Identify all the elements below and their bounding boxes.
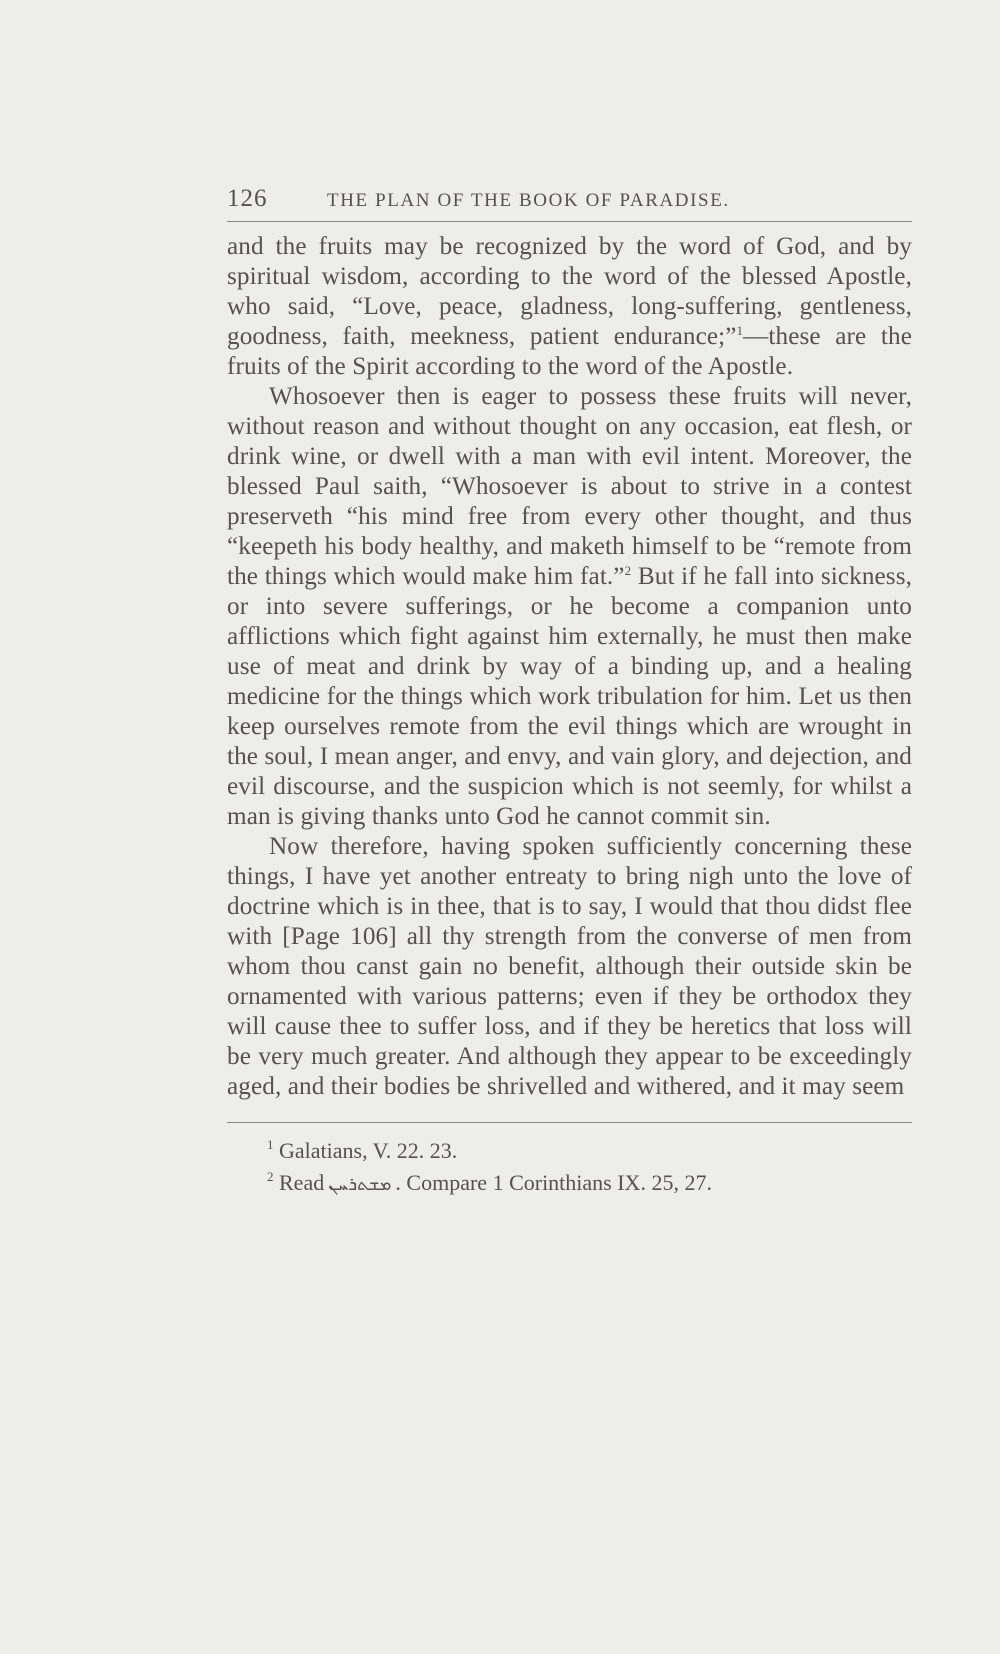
running-head (227, 185, 912, 222)
footnote-2-lead: Read (279, 1170, 325, 1195)
paragraph-3: Now therefore, having spoken sufficiently concerning these things, I have yet another entreaty to bring nigh unto the love of doctrine which is in thee, that is to say, I would that thou didst flee with [Page 106] all thy strength from the converse of men from whom thou canst gain no benefit, although their outside skin be ornamented with various patterns; even if they be orthodox they will cause thee to suffer loss, and if they be heretics that loss will be very much greater. And although they appear to be exceedingly aged, and their bodies be shrivelled and withered, and it may seem (227, 833, 912, 1100)
paragraph-2-text-cont: But if he fall into sickness, or into severe sufferings, or he become a companion unto afflictions which fight against him externally, he must then make use of meat and drink by way of a binding up, and a healing medicine for the things which work tribulation for him. Let us then keep ourselves remote from the evil things which are wrought in the soul, I mean anger, and envy, and vain glory, and dejection, and evil discourse, and the suspicion which is not seemly, for whilst a man is giving thanks unto God he cannot commit sin. (227, 563, 912, 830)
footnote-mark-1: 1 (267, 1137, 274, 1152)
footnote-2 (267, 1167, 912, 1200)
footnote-ref-2[interactable]: 2 (624, 563, 632, 578)
footnote-2-syriac-word: ܡܫܬܪܚܢ (328, 1174, 392, 1194)
paragraph-1 (227, 232, 912, 382)
footnote-mark-2: 2 (267, 1169, 274, 1184)
footnote-divider (227, 1122, 912, 1123)
paragraph-2-text: Whosoever then is eager to possess these fruits will never, without reason and without thought on any occasion, eat flesh, or drink wine, or dwell with a man with evil intent. Moreover, the blessed Paul saith, “Whosoever is about to strive in a contest preserveth “his mind free from every other thought, and thus “keepeth his body healthy, and maketh himself to be “remote from the things which would make him fat.” (227, 383, 912, 590)
paragraph-1-text: and the fruits may be recognized by the word of God, and by spiritual wisdom, according to the word of the blessed Apostle, who said, “Love, peace, gladness, long-suffering, gentleness, goodness, faith, meekness, patient endurance;” (227, 233, 912, 350)
book-page (227, 185, 912, 1200)
running-title: THE PLAN OF THE BOOK OF PARADISE. (327, 190, 730, 211)
footnote-1 (267, 1135, 912, 1167)
footnote-2-text: . Compare 1 Corinthians IX. 25, 27. (395, 1170, 712, 1195)
footnote-1-text: Galatians, V. 22. 23. (279, 1138, 458, 1163)
page-number: 126 (227, 185, 268, 212)
paragraph-2 (227, 382, 912, 832)
paragraph-1-text-cont: —these are the fruits of the Spirit according to the word of the Apostle. (227, 323, 912, 380)
footnote-ref-1[interactable]: 1 (736, 323, 744, 338)
footnotes (227, 1135, 912, 1200)
body-text (227, 232, 912, 1102)
